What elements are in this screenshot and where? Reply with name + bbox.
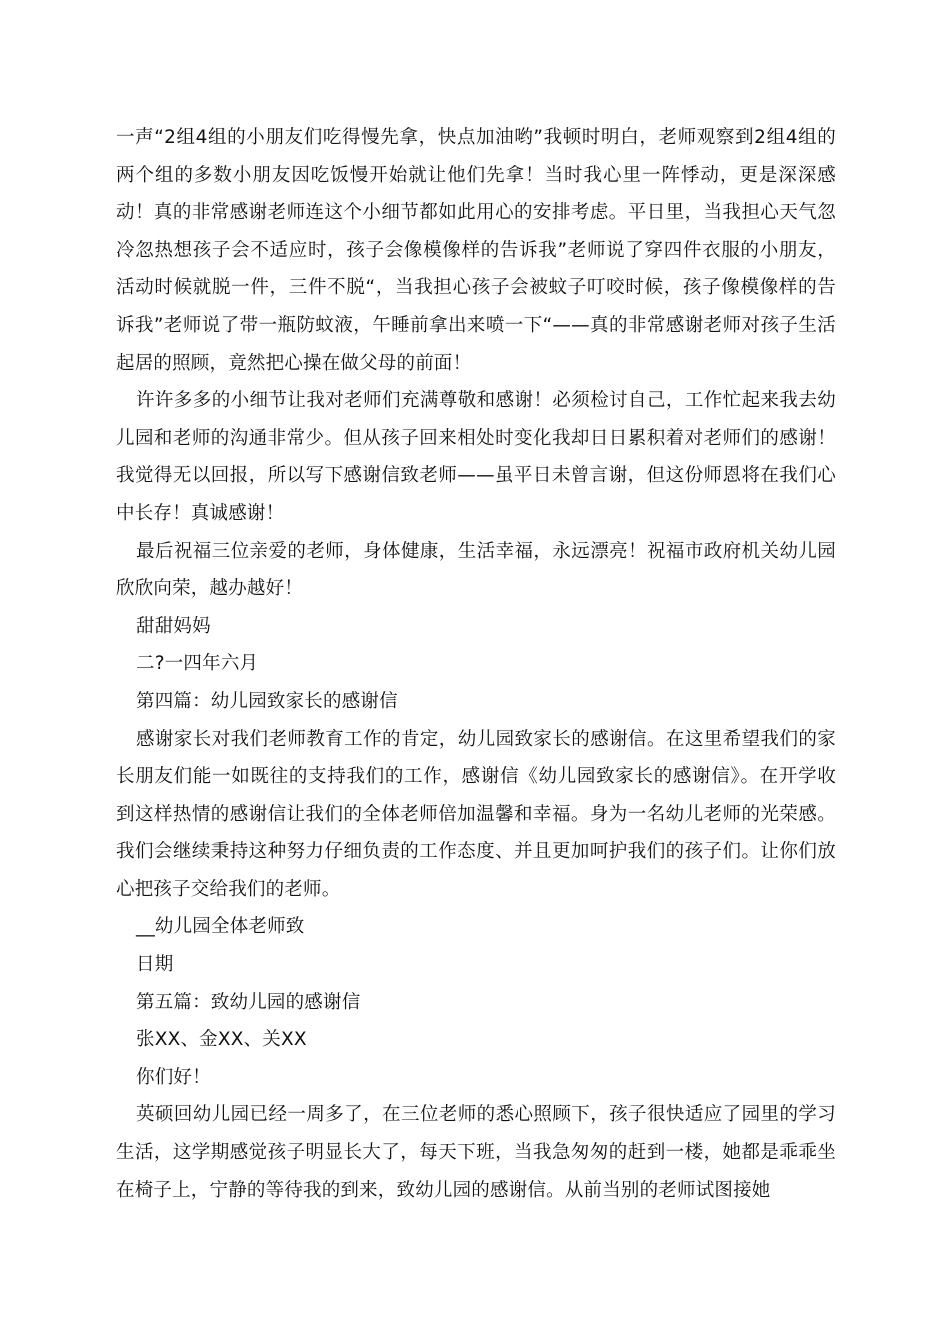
paragraph: 英硕回幼儿园已经一周多了，在三位老师的悉心照顾下，孩子很快适应了园里的学习生活，这学期感觉孩子明显长大了，每天下班，当我急匆匆的赶到一楼，她都是乖乖坐在椅子上，宁静的等待我的到来，致幼儿园的感谢信。从前当别的老师试图接她 bbox=[116, 1104, 836, 1201]
paragraph: 最后祝福三位亲爱的老师，身体健康，生活幸福，永远漂亮！祝福市政府机关幼儿园欣欣向荣，越办越好！ bbox=[116, 540, 836, 600]
signature-line: 甜甜妈妈 bbox=[136, 615, 211, 637]
greeting: 你们好！ bbox=[136, 1066, 211, 1088]
paragraph: 一声“2组4组的小朋友们吃得慢先拿，快点加油哟”我顿时明白，老师观察到2组4组的两个组的多数小朋友因吃饭慢开始就让他们先拿！当时我心里一阵悸动，更是深深感动！真的非常感谢老师连这个小细节都如此用心的安排考虑。平日里，当我担心天气忽冷忽热想孩子会不适应时，孩子会像模像样的告诉我”老师说了穿四件衣服的小朋友，活动时候就脱一件，三件不脱“，当我担心孩子会被蚊子叮咬时候，孩子像模像样的告诉我”老师说了带一瓶防蚊液，午睡前拿出来喷一下“——真的非常感谢老师对孩子生活起居的照顾，竟然把心操在做父母的前面！ bbox=[116, 127, 836, 374]
section-heading: 第四篇：幼儿园致家长的感谢信 bbox=[136, 690, 398, 712]
date-line: 日期 bbox=[136, 954, 174, 976]
paragraph: 感谢家长对我们老师教育工作的肯定，幼儿园致家长的感谢信。在这里希望我们的家长朋友们能一如既往的支持我们的工作，感谢信《幼儿园致家长的感谢信》。在开学收到这样热情的感谢信让我们的全体老师倍加温馨和幸福。身为一名幼儿老师的光荣感。我们会继续秉持这种努力仔细负责的工作态度、并且更加呵护我们的孩子们。让你们放心把孩子交给我们的老师。 bbox=[116, 728, 836, 900]
salutation: 张XX、金XX、关XX bbox=[136, 1029, 307, 1051]
signature-line: __幼儿园全体老师致 bbox=[136, 916, 305, 938]
section-heading: 第五篇：致幼儿园的感谢信 bbox=[136, 991, 361, 1013]
paragraph: 许许多多的小细节让我对老师们充满尊敬和感谢！必须检讨自己，工作忙起来我去幼儿园和老师的沟通非常少。但从孩子回来相处时变化我却日日累积着对老师们的感谢！我觉得无以回报，所以写下感谢信致老师——虽平日未曾言谢，但这份师恩将在我们心中长存！真诚感谢！ bbox=[116, 390, 836, 524]
date-line: 二?一四年六月 bbox=[136, 653, 259, 675]
document-body bbox=[116, 119, 836, 1209]
